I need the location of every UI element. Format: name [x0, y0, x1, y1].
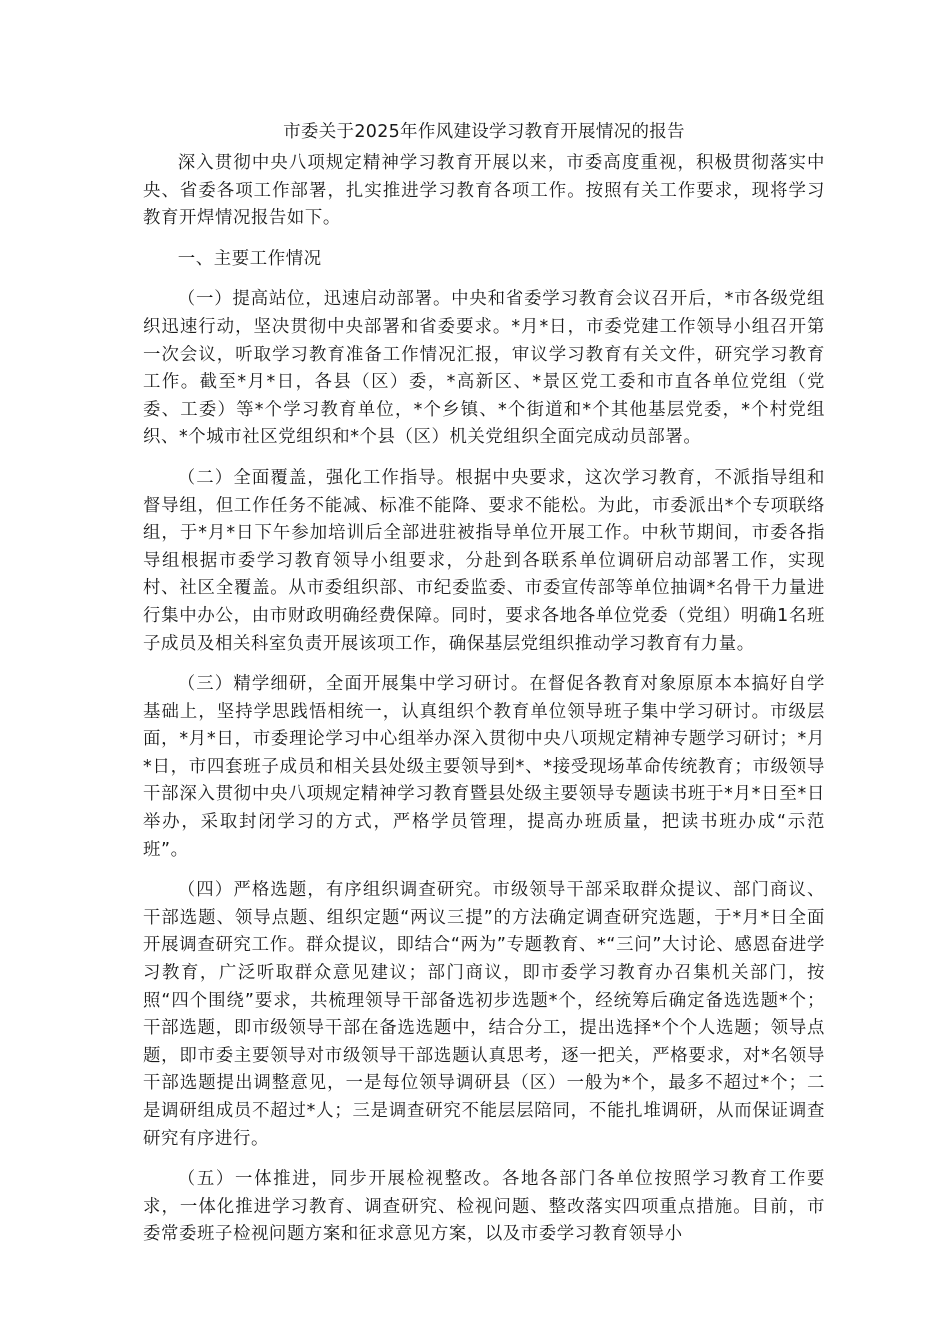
paragraph-2: （二）全面覆盖，强化工作指导。根据中央要求，这次学习教育，不派指导组和督导组，但工作任务不能减、标准不能降、要求不能松。为此，市委派出*个专项联络组，于*月*日下午参加培训后全部进驻被指导单位开展工作。中秋节期间，市委各指导组根据市委学习教育领导小组要求，分赴到各联系单位调研启动部署工作，实现村、社区全覆盖。从市委组织部、市纪委监委、市委宣传部等单位抽调*名骨干力量进行集中办公，由市财政明确经费保障。同时，要求各地各单位党委（党组）明确1名班子成员及相关科室负责开展该项工作，确保基层党组织推动学习教育有力量。: [143, 467, 825, 654]
intro-paragraph: 深入贯彻中央八项规定精神学习教育开展以来，市委高度重视，积极贯彻落实中央、省委各项工作部署，扎实推进学习教育各项工作。按照有关工作要求，现将学习教育开焊情况报告如下。: [143, 153, 825, 229]
paragraph-3: （三）精学细研，全面开展集中学习研讨。在督促各教育对象原原本本搞好自学基础上，坚持学思践悟相统一，认真组织个教育单位领导班子集中学习研讨。市级层面，*月*日，市委理论学习中心组举办深入贯彻中央八项规定精神专题学习研讨；*月*日，市四套班子成员和相关县处级主要领导到*、*接受现场革命传统教育；市级领导干部深入贯彻中央八项规定精神学习教育暨县处级主要领导专题读书班于*月*日至*日举办，采取封闭学习的方式，严格学员管理，提高办班质量，把读书班办成“示范班”。: [143, 674, 825, 860]
document-page: [143, 118, 825, 1262]
paragraph-5: （五）一体推进，同步开展检视整改。各地各部门各单位按照学习教育工作要求，一体化推进学习教育、调查研究、检视问题、整改落实四项重点措施。目前，市委常委班子检视问题方案和征求意见方案，以及市委学习教育领导小: [143, 1169, 825, 1245]
paragraph-1: （一）提高站位，迅速启动部署。中央和省委学习教育会议召开后，*市各级党组织迅速行动，坚决贯彻中央部署和省委要求。*月*日，市委党建工作领导小组召开第一次会议，听取学习教育准备工作情况汇报，审议学习教育有关文件，研究学习教育工作。截至*月*日，各县（区）委，*高新区、*景区党工委和市直各单位党组（党委、工委）等*个学习教育单位，*个乡镇、*个街道和*个其他基层党委，*个村党组织、*个城市社区党组织和*个县（区）机关党组织全面完成动员部署。: [143, 289, 825, 448]
document-title: 市委关于2025年作风建设学习教育开展情况的报告: [283, 122, 685, 142]
section-heading-main-work: 一、主要工作情况: [177, 248, 322, 269]
paragraph-4: （四）严格选题，有序组织调查研究。市级领导干部采取群众提议、部门商议、干部选题、领导点题、组织定题“两议三提”的方法确定调查研究选题，于*月*日全面开展调查研究工作。群众提议，即结合“两为”专题教育、*“三问”大讨论、感恩奋进学习教育，广泛听取群众意见建议；部门商议，即市委学习教育办召集机关部门，按照“四个围绕”要求，共梳理领导干部备选初步选题*个，经统筹后确定备选选题*个；干部选题，即市级领导干部在备选选题中，结合分工，提出选择*个个人选题；领导点题，即市委主要领导对市级领导干部选题认真思考，逐一把关，严格要求，对*名领导干部选题提出调整意见，一是每位领导调研县（区）一般为*个，最多不超过*个；二是调研组成员不超过*人；三是调查研究不能层层陪同，不能扎堆调研，从而保证调查研究有序进行。: [143, 880, 825, 1149]
